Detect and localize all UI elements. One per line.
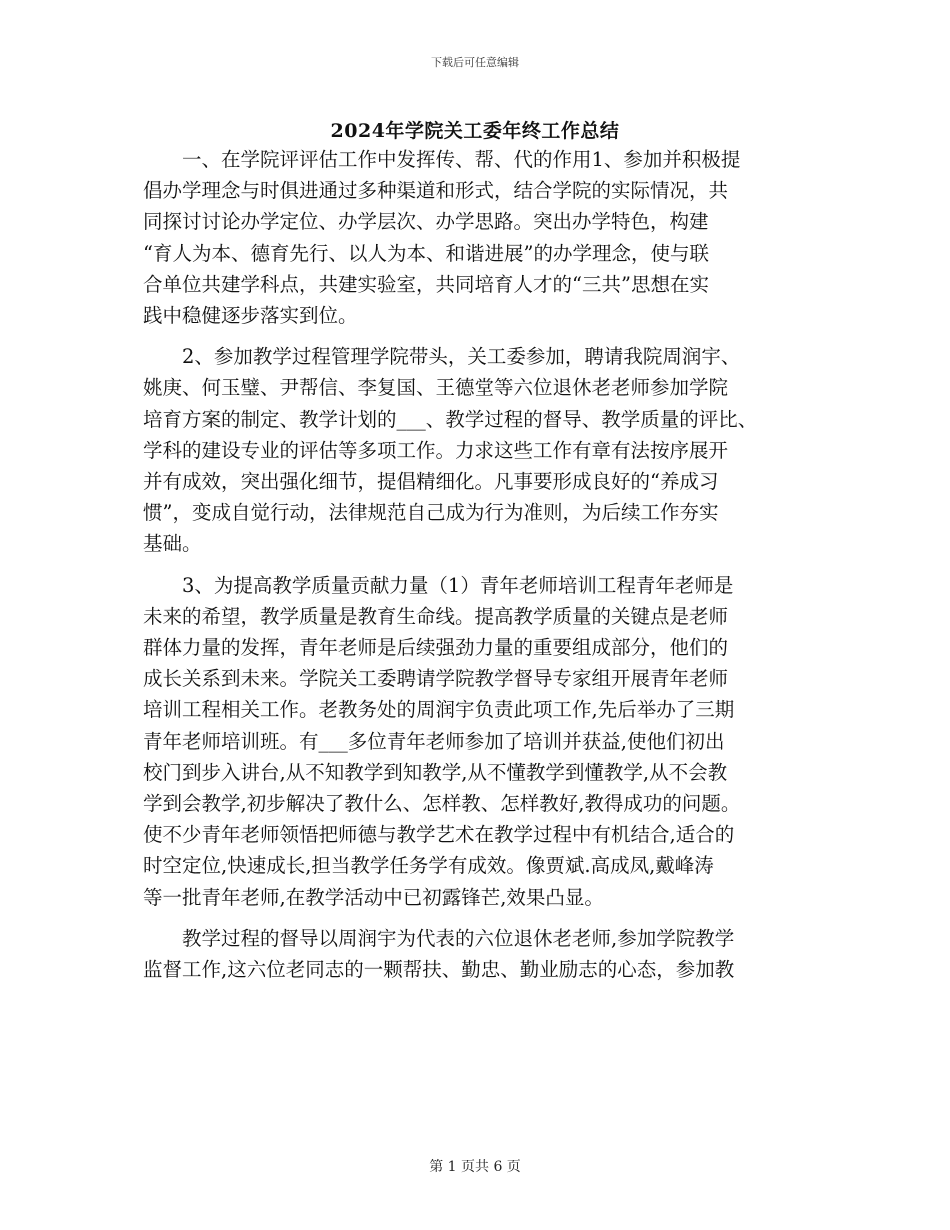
text-line: 2、参加教学过程管理学院带头，关工委参加，聘请我院周润宇、 [143,345,741,369]
text-line: 合单位共建学科点，共建实验室，共同培育人才的“三共”思想在实 [143,272,709,296]
text-line: 惯”，变成自觉行动，法律规范自己成为行为准则，为后续工作夯实 [143,501,719,525]
text-line: 成长关系到未来。学院关工委聘请学院教学督导专家组开展青年老师 [143,667,729,691]
paragraph-4 [143,923,823,985]
paragraph-2 [143,341,823,559]
text-line: 教学过程的督导以周润宇为代表的六位退休老老师,参加学院教学 [143,926,735,950]
text-line: 学到会教学,初步解决了教什么、怎样教、怎样教好,教得成功的问题。 [143,792,741,816]
text-line: 使不少青年老师领悟把师德与教学艺术在教学过程中有机结合,适合的 [143,823,735,847]
text-line: 等一批青年老师,在教学活动中已初露锋芒,效果凸显。 [143,885,604,909]
text-line: 校门到步入讲台,从不知教学到知教学,从不懂教学到懂教学,从不会教 [143,760,728,784]
text-line: 群体力量的发挥，青年老师是后续强劲力量的重要组成部分，他们的 [143,636,729,660]
text-line: “育人为本、德育先行、以人为本、和谐进展”的办学理念，使与联 [143,241,709,265]
text-line: 一、在学院评评估工作中发挥传、帮、代的作用1、参加并积极提 [143,148,741,171]
text-line: 姚庚、何玉璧、尹帮信、李复国、王德堂等六位退休老老师参加学院 [143,376,729,400]
text-line: 学科的建设专业的评估等多项工作。力求这些工作有章有法按序展开 [143,438,729,462]
text-line: 3、为提高教学质量贡献力量（1）青年老师培训工程青年老师是 [143,573,734,597]
paragraph-1 [143,144,823,331]
text-line: 未来的希望，教学质量是教育生命线。提高教学质量的关键点是老师 [143,604,729,628]
text-line: 培育方案的制定、教学计划的___、教学过程的督导、教学质量的评比、 [143,407,758,431]
text-line: 同探讨讨论办学定位、办学层次、办学思路。突出办学特色，构建 [143,210,709,234]
text-line: 培训工程相关工作。老教务处的周润宇负责此项工作,先后举办了三期 [143,698,735,722]
text-line: 并有成效，突出强化细节，提倡精细化。凡事要形成良好的“养成习 [143,470,719,494]
page-header-note: 下载后可任意编辑 [431,56,519,69]
paragraph-3 [143,570,823,913]
document-body [143,144,823,985]
text-line: 监督工作,这六位老同志的一颗帮扶、勤忠、勤业励志的心态，参加教 [143,958,735,982]
page-number: 第 1 页共 6 页 [429,1159,521,1175]
text-line: 倡办学理念与时俱进通过多种渠道和形式，结合学院的实际情况，共 [143,179,729,203]
document-title: 2024年学院关工委年终工作总结 [330,120,620,142]
text-line: 践中稳健逐步落实到位。 [143,304,358,328]
text-line: 时空定位,快速成长,担当教学任务学有成效。像贾斌.高成凤,戴峰涛 [143,854,714,878]
text-line: 基础。 [143,532,202,556]
text-line: 青年老师培训班。有___多位青年老师参加了培训并获益,使他们初出 [143,729,725,753]
